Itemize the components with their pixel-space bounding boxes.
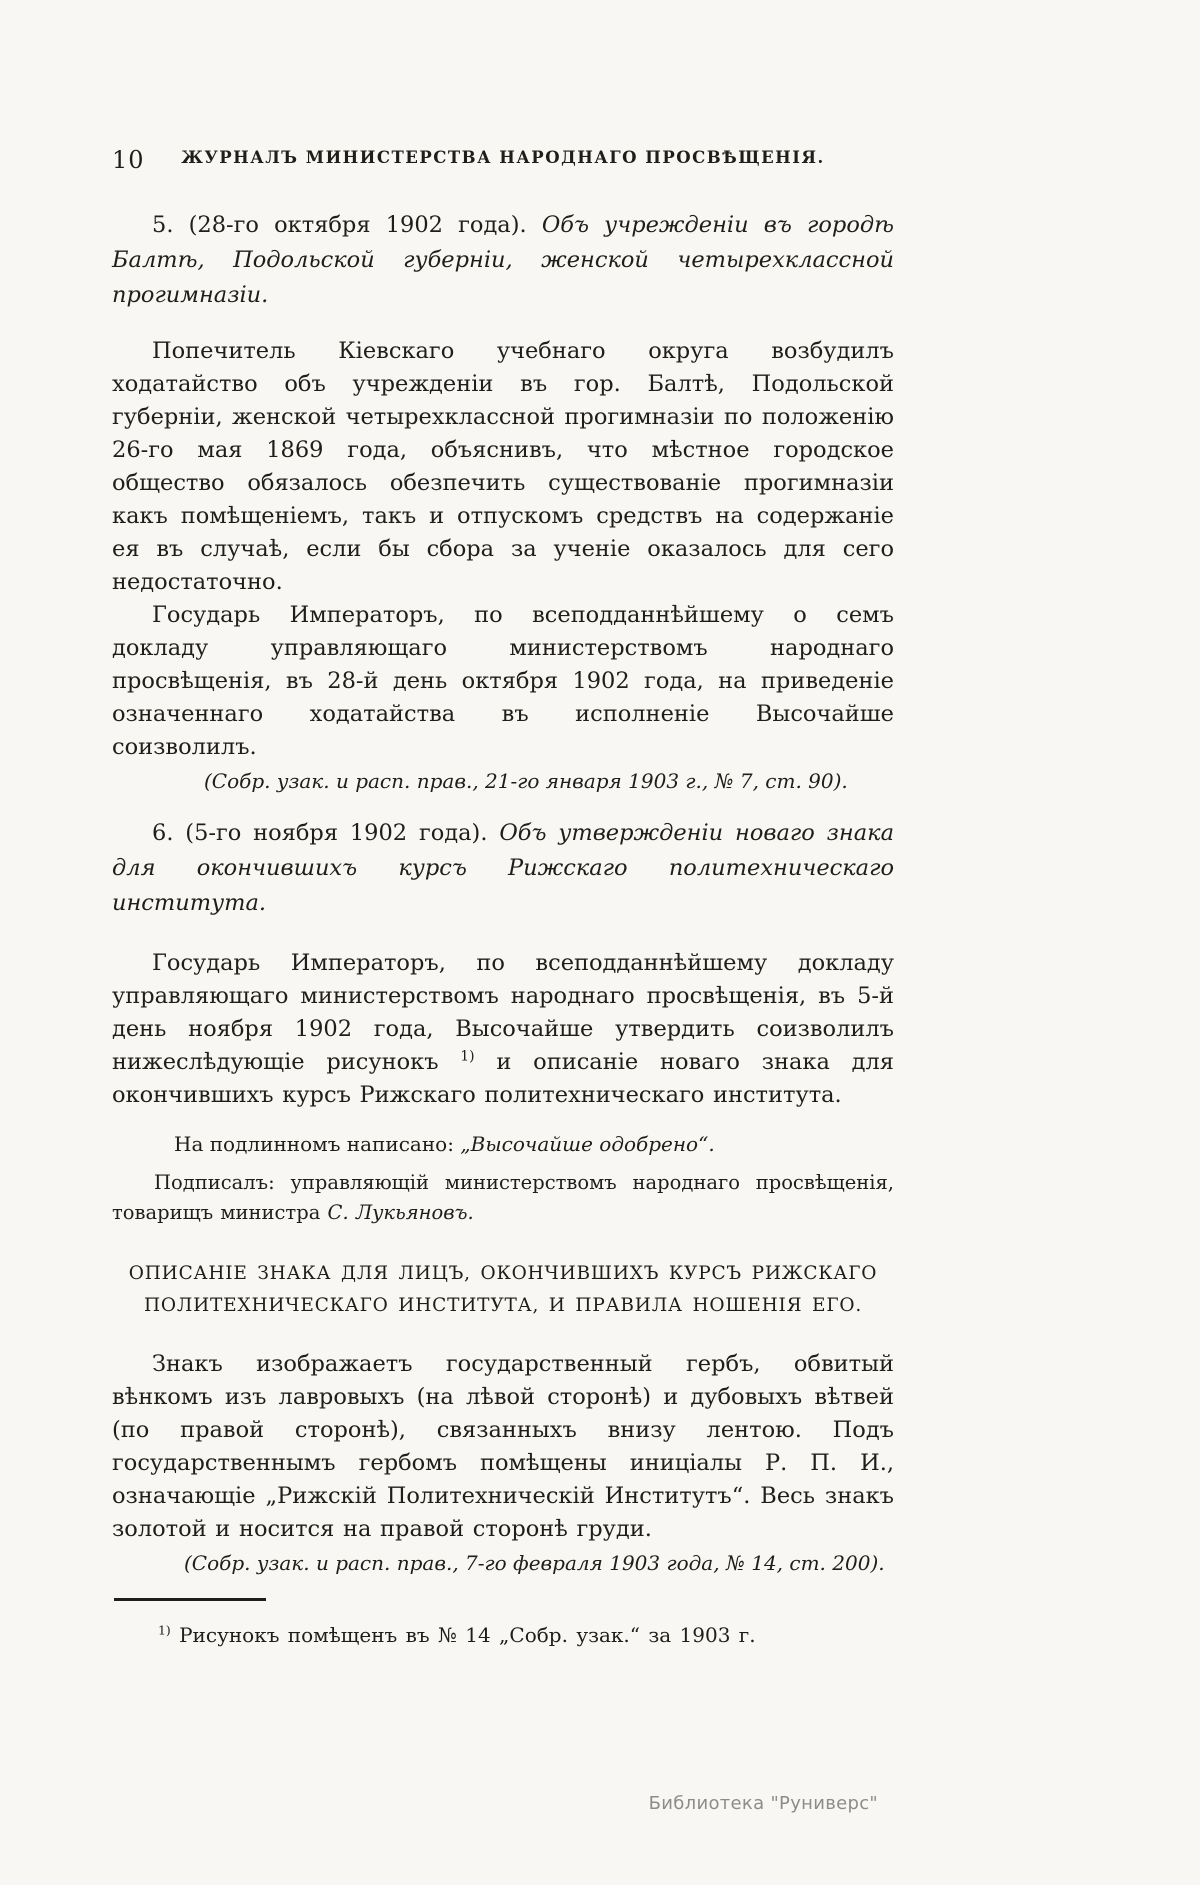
section-5-title: Объ учрежденіи въ городѣ Балтѣ, Подольской губерніи, женской четырехклассной прогимназіи. [112,212,894,308]
footnote-reference: 1) [460,1048,475,1065]
badge-description-paragraph: Знакъ изображаетъ государственный гербъ, обвитый вѣнкомъ изъ лавровыхъ (на лѣвой сторонѣ) и дубовыхъ вѣтвей (по правой сторонѣ), связанныхъ внизу лентою. Подъ государственнымъ гербомъ помѣщены иниціалы Р. П. И., означающіе „Рижскій Политехническій Институтъ“. Весь знакъ золотой и носится на правой сторонѣ груди. [112,1351,894,1542]
page-text-block [112,148,894,1649]
paragraph-text-before-footnote: Государь Императоръ, по всеподданнѣйшему докладу управляющаго министерствомъ народнаго просвѣщенія, въ 5-й день ноября 1902 года, Высочайше утвердить соизволилъ нижеслѣдующіе рисунокъ [112,950,894,1075]
section-5-paragraph-1: Попечитель Кіевскаго учебнаго округа возбудилъ ходатайство объ учрежденіи въ гор. Балтѣ, Подольской губерніи, женской четырехклассной прогимназіи по положенію 26-го мая 1869 года, объяснивъ, что мѣстное городское общество обязалось обезпечить существованіе прогимназіи какъ помѣщеніемъ, такъ и отпускомъ средствъ на содержаніе ея въ случаѣ, если бы сбора за ученіе оказалось для сего недостаточно. [112,338,894,595]
page-number: 10 [112,146,145,174]
approval-note [112,1130,894,1158]
library-watermark: Библиотека "Руниверс" [648,1793,878,1814]
section-6-number-date: 6. (5-го ноября 1902 года). [152,820,500,846]
running-head [112,148,894,174]
footnote-marker: 1) [158,1622,171,1638]
section-6-paragraph-1 [112,947,894,1112]
section-5-paragraph-2: Государь Императоръ, по всеподданнѣйшему о семъ докладу управляющаго министерствомъ народнаго просвѣщенія, въ 28-й день октября 1902 года, на приведеніе означеннаго ходатайства въ исполненіе Высочайше соизволилъ. [112,602,894,760]
section-6-heading [112,816,894,921]
footnote [112,1621,894,1649]
footnote-text: Рисунокъ помѣщенъ въ № 14 „Собр. узак.“ за 1903 г. [179,1623,756,1647]
badge-description-heading: ОПИСАНІЕ ЗНАКА ДЛЯ ЛИЦЪ, ОКОНЧИВШИХЪ КУРСЪ РИЖСКАГО ПОЛИТЕХНИЧЕСКАГО ИНСТИТУТА, И ПРАВИЛА НОШЕНІЯ ЕГО. [128,1263,878,1316]
journal-running-title: ЖУРНАЛЪ МИНИСТЕРСТВА НАРОДНАГО ПРОСВѢЩЕНІЯ. [181,148,825,167]
approval-label: На подлинномъ написано: [174,1132,461,1156]
paragraph-text-after-footnote: и описаніе новаго знака для окончившихъ курсъ Рижскаго политехническаго института. [112,1049,895,1108]
signature-name: С. Лукьяновъ. [327,1201,474,1224]
approval-quote: „Высочайше одобрено“. [460,1132,715,1156]
section-5-number-date: 5. (28-го октября 1902 года). [152,212,542,238]
signature-note [112,1168,894,1228]
footnote-separator-rule [114,1598,266,1601]
section-5-citation: (Собр. узак. и расп. прав., 21-го января 1903 г., № 7, ст. 90). [204,769,848,793]
signature-text: Подписалъ: управляющій министерствомъ народнаго просвѣщенія, товарищъ министра [112,1171,894,1224]
section-5-heading [112,208,894,313]
section-6-citation: (Собр. узак. и расп. прав., 7-го февраля 1903 года, № 14, ст. 200). [184,1551,885,1575]
section-6-title: Объ утвержденіи новаго знака для окончившихъ курсъ Рижскаго политехническаго института. [112,820,894,916]
